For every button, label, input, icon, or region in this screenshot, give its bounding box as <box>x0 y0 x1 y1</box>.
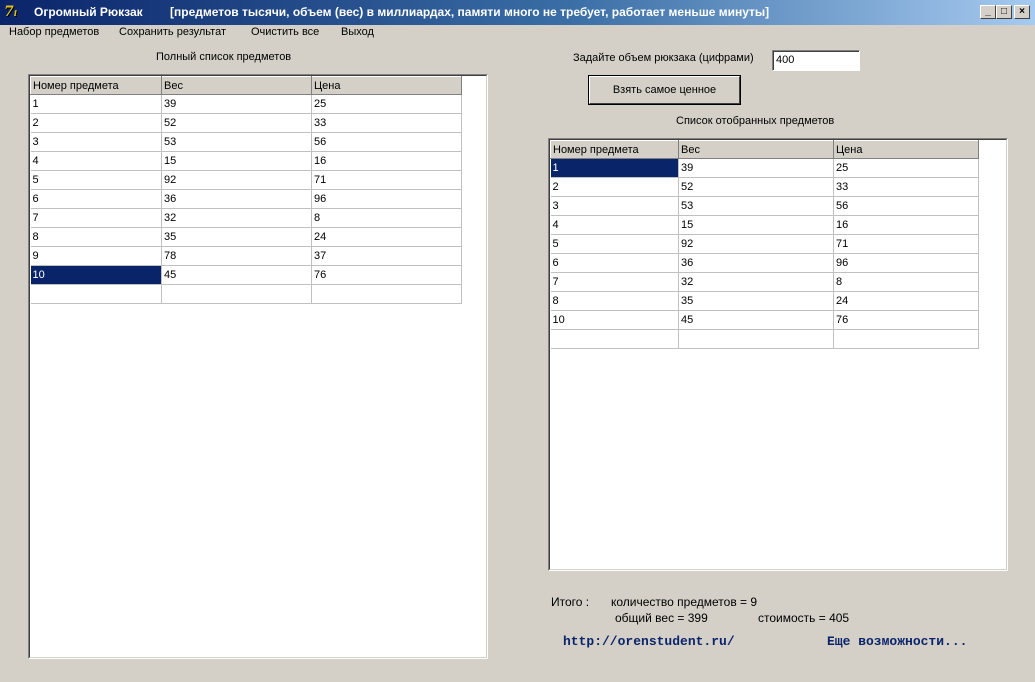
close-icon: × <box>1019 6 1025 17</box>
maximize-icon: □ <box>1000 6 1008 17</box>
table-cell[interactable]: 53 <box>679 197 834 216</box>
menu-item-clear-all[interactable]: Очистить все <box>251 26 320 38</box>
table-cell[interactable]: 24 <box>834 292 979 311</box>
table-row[interactable] <box>551 197 979 216</box>
selected-list-title: Список отобранных предметов <box>676 115 835 127</box>
column-header[interactable]: Цена <box>834 141 979 159</box>
table-row[interactable] <box>551 292 979 311</box>
window-subtitle: [предметов тысячи, объем (вес) в миллиардах, памяти много не требует, работает меньше минуты] <box>170 5 770 19</box>
table-row[interactable] <box>31 152 462 171</box>
table-row[interactable] <box>551 254 979 273</box>
table-cell[interactable] <box>31 285 162 304</box>
table-row[interactable] <box>31 190 462 209</box>
column-header[interactable]: Номер предмета <box>551 141 679 159</box>
table-cell[interactable] <box>551 330 679 349</box>
table-cell[interactable]: 56 <box>312 133 462 152</box>
column-header[interactable]: Цена <box>312 77 462 95</box>
table-cell[interactable]: 8 <box>834 273 979 292</box>
table-cell[interactable]: 10 <box>551 311 679 330</box>
table-cell[interactable] <box>162 285 312 304</box>
table-row[interactable] <box>551 273 979 292</box>
table-cell[interactable]: 25 <box>834 159 979 178</box>
table-cell[interactable]: 4 <box>551 216 679 235</box>
table-cell[interactable]: 32 <box>162 209 312 228</box>
table-cell[interactable] <box>834 330 979 349</box>
table-cell[interactable]: 45 <box>162 266 312 285</box>
table-cell[interactable]: 1 <box>31 95 162 114</box>
table-cell[interactable]: 16 <box>834 216 979 235</box>
close-button[interactable] <box>1014 5 1030 19</box>
table-row[interactable] <box>31 228 462 247</box>
table-cell[interactable]: 45 <box>679 311 834 330</box>
table-cell[interactable]: 10 <box>31 266 162 285</box>
table-cell[interactable]: 76 <box>312 266 462 285</box>
full-list-grid[interactable] <box>28 74 488 659</box>
table-cell[interactable]: 78 <box>162 247 312 266</box>
totals-cost: стоимость = 405 <box>758 611 850 625</box>
table-cell[interactable]: 37 <box>312 247 462 266</box>
table-cell[interactable]: 52 <box>162 114 312 133</box>
table-row[interactable] <box>31 285 462 304</box>
maximize-button[interactable] <box>996 5 1012 19</box>
totals-weight: общий вес = 399 <box>615 611 708 625</box>
selected-list-grid[interactable] <box>548 138 1008 571</box>
table-cell[interactable]: 6 <box>551 254 679 273</box>
table-row[interactable] <box>551 330 979 349</box>
table-cell[interactable]: 56 <box>834 197 979 216</box>
table-cell[interactable]: 16 <box>312 152 462 171</box>
window-title: Огромный Рюкзак <box>34 5 143 19</box>
table-cell[interactable]: 96 <box>312 190 462 209</box>
column-header[interactable]: Номер предмета <box>31 77 162 95</box>
table-cell[interactable]: 9 <box>31 247 162 266</box>
table-cell[interactable]: 8 <box>312 209 462 228</box>
title-bar <box>0 0 1035 25</box>
menu-bar <box>0 25 1035 43</box>
capacity-input[interactable]: 400 <box>772 50 860 71</box>
column-header[interactable]: Вес <box>162 77 312 95</box>
table-cell[interactable]: 39 <box>162 95 312 114</box>
menu-item-exit[interactable]: Выход <box>341 26 374 38</box>
table-row[interactable] <box>551 216 979 235</box>
table-cell[interactable]: 7 <box>31 209 162 228</box>
selected-list-table <box>550 140 979 349</box>
table-cell[interactable]: 7 <box>551 273 679 292</box>
table-cell[interactable]: 33 <box>312 114 462 133</box>
table-cell[interactable]: 8 <box>31 228 162 247</box>
table-cell[interactable]: 8 <box>551 292 679 311</box>
table-cell[interactable]: 92 <box>162 171 312 190</box>
table-cell[interactable]: 2 <box>551 178 679 197</box>
table-cell[interactable]: 32 <box>679 273 834 292</box>
table-cell[interactable]: 15 <box>162 152 312 171</box>
capacity-label: Задайте объем рюкзака (цифрами) <box>573 52 754 64</box>
table-row[interactable] <box>31 133 462 152</box>
table-row[interactable] <box>551 311 979 330</box>
more-features-link[interactable]: Еще возможности... <box>827 634 968 649</box>
table-cell[interactable]: 5 <box>31 171 162 190</box>
table-cell[interactable]: 5 <box>551 235 679 254</box>
table-row[interactable] <box>31 209 462 228</box>
take-most-valuable-button[interactable]: Взять самое ценное <box>589 76 740 104</box>
table-cell[interactable]: 71 <box>312 171 462 190</box>
table-cell[interactable]: 15 <box>679 216 834 235</box>
totals-label: Итого : <box>551 595 590 609</box>
table-cell[interactable]: 39 <box>679 159 834 178</box>
table-cell[interactable]: 35 <box>162 228 312 247</box>
full-list-title: Полный список предметов <box>156 51 292 63</box>
table-cell[interactable]: 3 <box>31 133 162 152</box>
table-cell[interactable] <box>312 285 462 304</box>
table-cell[interactable]: 33 <box>834 178 979 197</box>
table-row[interactable] <box>31 114 462 133</box>
table-cell[interactable]: 4 <box>31 152 162 171</box>
table-cell[interactable] <box>679 330 834 349</box>
table-row[interactable] <box>551 178 979 197</box>
table-row[interactable] <box>31 266 462 285</box>
table-row[interactable] <box>31 247 462 266</box>
table-cell[interactable]: 25 <box>312 95 462 114</box>
table-cell[interactable]: 3 <box>551 197 679 216</box>
table-cell[interactable]: 2 <box>31 114 162 133</box>
table-cell[interactable]: 35 <box>679 292 834 311</box>
table-cell[interactable]: 71 <box>834 235 979 254</box>
table-cell[interactable]: 53 <box>162 133 312 152</box>
minimize-button[interactable] <box>980 5 996 19</box>
full-list-table <box>30 76 462 304</box>
totals-count: количество предметов = 9 <box>611 595 758 609</box>
table-cell[interactable]: 24 <box>312 228 462 247</box>
site-link[interactable]: http://orenstudent.ru/ <box>563 634 735 649</box>
table-cell[interactable]: 1 <box>551 159 679 178</box>
app-logo-icon[interactable]: 7ᵢ <box>4 4 18 20</box>
menu-item-save-result[interactable]: Сохранить результат <box>119 26 227 38</box>
column-header[interactable]: Вес <box>679 141 834 159</box>
table-cell[interactable]: 76 <box>834 311 979 330</box>
minimize-icon: _ <box>985 6 991 17</box>
table-cell[interactable]: 96 <box>834 254 979 273</box>
table-cell[interactable]: 92 <box>679 235 834 254</box>
table-row[interactable] <box>31 171 462 190</box>
table-cell[interactable]: 52 <box>679 178 834 197</box>
table-row[interactable] <box>551 235 979 254</box>
table-cell[interactable]: 6 <box>31 190 162 209</box>
table-row[interactable] <box>31 95 462 114</box>
table-cell[interactable]: 36 <box>162 190 312 209</box>
table-cell[interactable]: 36 <box>679 254 834 273</box>
table-row[interactable] <box>551 159 979 178</box>
menu-item-items-set[interactable]: Набор предметов <box>9 26 100 38</box>
